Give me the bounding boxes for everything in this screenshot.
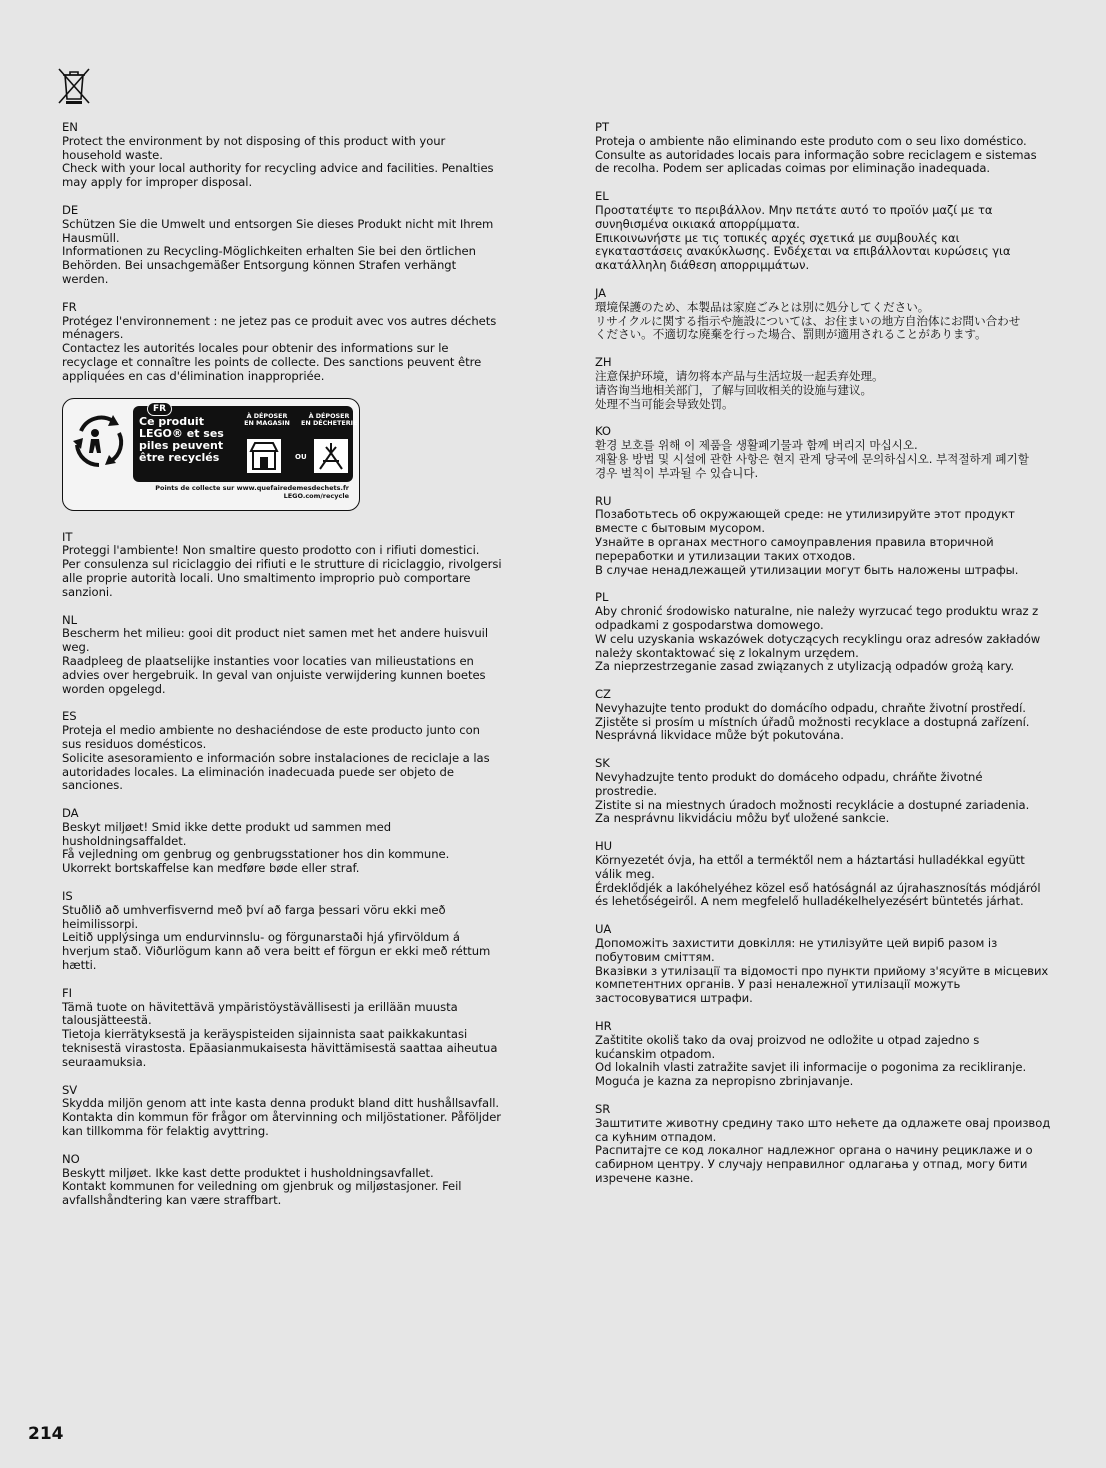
disposal-text-line: husholdningsaffaldet. (62, 833, 187, 848)
disposal-text-line: Check with your local authority for recycling advice and facilities. Penalties (62, 161, 494, 176)
disposal-text-line: kućanskim otpadom. (595, 1046, 716, 1061)
language-code: KO (595, 424, 611, 439)
disposal-text-line: Beskyt miljøet! Smid ikke dette produkt ud sammen med (62, 819, 392, 834)
disposal-text-line: Környezetét óvja, ha ettől a terméktől nem a háztartási hulladékkal együtt (595, 853, 1025, 868)
disposal-text-line: Допоможіть захистити довкілля: не утилізуйте цей виріб разом із (595, 936, 998, 951)
disposal-text-line: Hausmüll. (62, 230, 120, 245)
triman-recycle-icon (69, 411, 129, 471)
recyclable-statement-line: être recyclés (139, 450, 220, 464)
disposal-text-line: appliquées en cas d'élimination inappropriée. (62, 368, 325, 383)
disposal-text-line: 경우 벌칙이 부과될 수 있습니다. (595, 465, 759, 480)
language-code: ZH (595, 355, 612, 370)
recyclable-statement-line: Ce produit (139, 414, 204, 428)
drop-in-store-label (239, 413, 295, 428)
disposal-text-line: worden opgelegd. (62, 681, 166, 696)
language-code: HR (595, 1019, 612, 1034)
language-block-cz (595, 688, 1065, 743)
language-code: DA (62, 806, 79, 821)
disposal-text-line: Contactez les autorités locales pour obtenir des informations sur le (62, 341, 449, 356)
disposal-text-line: Позаботьтесь об окружающей среде: не утилизируйте этот продукт (595, 507, 1015, 522)
disposal-text-line: Consulte as autoridades locais para informação sobre reciclagem e sistemas (595, 147, 1037, 162)
language-code: PT (595, 120, 609, 134)
collection-points-line: Points de collecte sur www.quefairedemesdechets.fr (155, 483, 349, 492)
language-code: SR (595, 1102, 611, 1117)
disposal-text-line: Solicite asesoramiento e información sobre instalaciones de reciclaje a las (62, 750, 490, 765)
language-block-pt (595, 121, 1065, 176)
disposal-text-line: Informationen zu Recycling-Möglichkeiten erhalten Sie bei den örtlichen (62, 244, 476, 259)
disposal-text-line: és lehetőségeiről. A nem megfelelő hulladékelhelyezésért büntetés járhat. (595, 894, 1024, 909)
language-code: IT (62, 529, 73, 544)
language-block-pl (595, 591, 1065, 674)
language-block-sv (62, 1084, 532, 1139)
language-block-no (62, 1153, 532, 1208)
disposal-text-line: Προστατέψτε το περιβάλλον. Μην πετάτε αυτό το προϊόν μαζί με τα (595, 202, 993, 217)
disposal-text-line: Kontakt kommunen for veiledning om gjenbruk og miljøstasjoner. Feil (62, 1179, 462, 1194)
disposal-text-line: В случае ненадлежащей утилизации могут быть наложены штрафы. (595, 562, 1019, 577)
language-code: CZ (595, 687, 611, 702)
language-block-hu (595, 840, 1065, 909)
disposal-text-line: Od lokalnih vlasti zatražite savjet ili informacije o pogonima za recikliranje. (595, 1060, 1027, 1075)
language-block-it (62, 531, 532, 600)
language-code: FI (62, 985, 72, 1000)
disposal-text-line: válik meg. (595, 866, 655, 881)
disposal-text-line: Leitið upplýsinga um endurvinnslu- og förgunarstaði hjá yfirvöldum á (62, 930, 460, 945)
disposal-text-line: household waste. (62, 147, 163, 162)
disposal-text-line: リサイクルに関する指示や施設については、お住まいの地方自治体にお問い合わせ (595, 313, 1021, 328)
language-block-da (62, 807, 532, 876)
disposal-text-line: seuraamuksia. (62, 1054, 147, 1069)
disposal-text-line: Zistite si na miestnych úradoch možnosti recyklácie a dostupné zariadenia. (595, 797, 1030, 812)
disposal-text-line: Nevyhadzujte tento produkt do domáceho odpadu, chráňte životné (595, 770, 983, 785)
disposal-text-line: należy skontaktować się z lokalnym urzędem. (595, 645, 859, 660)
disposal-text-line: sus residuos domésticos. (62, 736, 207, 751)
recyclable-statement (139, 416, 234, 464)
disposal-text-line: Per consulenza sul riciclaggio dei rifiuti e le strutture di riciclaggio, rivolgersi (62, 557, 502, 572)
disposal-text-line: Za nieprzestrzeganie zasad związanych z utylizacją odpadów grożą kary. (595, 659, 1014, 674)
disposal-text-line: hætti. (62, 958, 97, 973)
drop-at-center-label (301, 413, 357, 428)
language-block-hr (595, 1020, 1065, 1089)
language-block-is (62, 890, 532, 973)
language-code: SV (62, 1082, 78, 1097)
right-column (595, 121, 1065, 1200)
drop-at-center-line: EN DÉCHETERIE (301, 419, 358, 428)
disposal-text-line: 请咨询当地相关部门，了解与回收相关的设施与建议。 (595, 382, 873, 397)
disposal-text-line: Tietoja kierrätyksestä ja keräyspisteiden sijainnista saat paikkakuntasi (62, 1027, 468, 1042)
recyclable-statement-line: piles peuvent (139, 438, 224, 452)
disposal-text-line: переработки и утилизации таких отходов. (595, 548, 856, 563)
disposal-text-line: Få vejledning om genbrug og genbrugsstationer hos din kommune. (62, 847, 450, 862)
language-code: NO (62, 1151, 80, 1166)
language-code: HU (595, 839, 613, 854)
disposal-text-line: odpadkami z gospodarstwa domowego. (595, 617, 824, 632)
disposal-text-line: talousjätteestä. (62, 1013, 152, 1028)
drop-at-center-line: À DÉPOSER (308, 411, 350, 420)
recyclable-statement-line: LEGO® et ses (139, 426, 224, 440)
language-block-nl (62, 614, 532, 697)
disposal-text-line: Schützen Sie die Umwelt und entsorgen Sie dieses Produkt nicht mit Ihrem (62, 216, 494, 231)
disposal-text-line: recyclage et connaître les points de collecte. Des sanctions peuvent être (62, 354, 482, 369)
language-code: UA (595, 922, 612, 937)
disposal-text-line: hverjum stað. Viðurlögum kann að vera beitt ef förgun er ekki með réttum (62, 944, 491, 959)
disposal-text-line: 处理不当可能会导致处罚。 (595, 396, 734, 411)
triman-recycling-logo (62, 398, 360, 511)
disposal-text-line: Za nesprávnu likvidáciu môžu byť uložené sankcie. (595, 811, 890, 826)
disposal-text-line: Kontakta din kommun för frågor om återvinning och miljöstationer. Påföljder (62, 1110, 501, 1125)
disposal-text-line: Nevyhazujte tento produkt do domácího odpadu, chraňte životní prostředí. (595, 700, 1026, 715)
language-code: EN (62, 120, 78, 134)
disposal-text-line: вместе с бытовым мусором. (595, 521, 765, 536)
disposal-text-line: kan tillkomma för felaktig avyttring. (62, 1124, 269, 1139)
disposal-text-line: Skydda miljön genom att inte kasta denna produkt bland ditt hushållsavfall. (62, 1096, 500, 1111)
disposal-text-line: 注意保护环境，请勿将本产品与生活垃圾一起丢弃处理。 (595, 368, 884, 383)
disposal-text-line: Proteja el medio ambiente no deshaciéndose de este producto junto con (62, 723, 480, 738)
disposal-text-line: sanzioni. (62, 584, 113, 599)
or-label: OU (295, 452, 307, 461)
disposal-text-line: са кућним отпадом. (595, 1129, 717, 1144)
disposal-text-line: Proteja o ambiente não eliminando este produto com o seu lixo doméstico. (595, 133, 1027, 148)
disposal-text-line: сабирном центру. У случају неправилног одлагања у отпад, могу бити (595, 1157, 1028, 1172)
disposal-text-line: W celu uzyskania wskazówek dotyczących recyklingu oraz adresów zakładów (595, 631, 1041, 646)
disposal-text-line: изречене казне. (595, 1171, 694, 1185)
disposal-text-line: Proteggi l'ambiente! Non smaltire questo prodotto con i rifiuti domestici. (62, 543, 480, 558)
language-code: NL (62, 612, 78, 627)
disposal-text-line: Tämä tuote on hävitettävä ympäristöystävällisesti ja erillään muusta (62, 999, 458, 1014)
disposal-text-line: weg. (62, 640, 90, 655)
disposal-text-line: sanciones. (62, 778, 123, 793)
disposal-text-line: teknisestä virastosta. Epäasianmukaisesta hävittämisestä saattaa aiheutua (62, 1041, 498, 1056)
disposal-text-line: may apply for improper disposal. (62, 175, 253, 190)
disposal-text-line: werden. (62, 271, 109, 286)
disposal-text-line: alle proprie autorità locali. Uno smaltimento improprio può comportare (62, 570, 471, 585)
language-block-es (62, 710, 532, 793)
country-badge: FR (147, 402, 172, 416)
disposal-text-line: 재활용 방법 및 시설에 관한 사항은 현지 관계 당국에 문의하십시오. 부적절하게 폐기할 (595, 451, 1029, 466)
disposal-text-line: компетентних органів. У разі неналежної утилізації можуть (595, 977, 961, 992)
disposal-text-line: застосовуватися штрафи. (595, 991, 753, 1006)
disposal-text-line: побутовим сміттям. (595, 949, 715, 964)
disposal-text-line: Protégez l'environnement : ne jetez pas ce produit avec vos autres déchets (62, 313, 497, 328)
disposal-text-line: Érdeklődjék a lakóhelyéhez közel eső hatóságnál az újrahasznosítás módjáról (595, 880, 1041, 895)
disposal-text-line: prostredie. (595, 783, 658, 798)
disposal-text-line: Stuðlið að umhverfisvernd með því að farga þessari vöru ekki með (62, 902, 446, 917)
disposal-text-line: Zjistěte si prosím u místních úřadů možnosti recyklace a dostupná zařízení. (595, 714, 1030, 729)
page-number: 214 (28, 1424, 64, 1444)
language-code: DE (62, 202, 79, 217)
language-code: ES (62, 709, 77, 724)
language-block-fr (62, 301, 532, 384)
disposal-text-line: Nesprávná likvidace může být pokutována. (595, 728, 844, 743)
language-block-el (595, 190, 1065, 273)
language-code: RU (595, 493, 612, 508)
disposal-text-line: Moguća je kazna za nepropisno zbrinjavanje. (595, 1074, 854, 1089)
disposal-text-line: Protect the environment by not disposing of this product with your (62, 133, 446, 148)
disposal-text-line: autoridades locales. La eliminación inadecuada puede ser objeto de (62, 764, 454, 779)
disposal-text-line: Узнайте в органах местного самоуправления правила вторичной (595, 534, 994, 549)
language-code: JA (595, 285, 607, 300)
disposal-text-line: Zaštitite okoliš tako da ovaj proizvod ne odložite u otpad zajedno s (595, 1032, 980, 1047)
disposal-text-line: advies over hergebruik. In geval van onjuiste verwijdering kunnen boetes (62, 667, 486, 682)
disposal-text-line: ακατάλληλη διάθεση απορριμμάτων. (595, 258, 810, 273)
language-block-zh (595, 356, 1065, 411)
disposal-text-line: Заштитите животну средину тако што нећете да одлажете овај производ (595, 1115, 1051, 1130)
disposal-text-line: Raadpleeg de plaatselijke instanties voor locaties van milieustations en (62, 653, 474, 668)
disposal-text-line: Beskytt miljøet. Ikke kast dette produktet i husholdningsavfallet. (62, 1165, 434, 1180)
language-code: PL (595, 590, 609, 605)
recycling-center-icon (314, 439, 348, 473)
drop-in-store-line: EN MAGASIN (244, 419, 290, 428)
disposal-text-line: de recolha. Podem ser aplicadas coimas por eliminação inadequada. (595, 161, 991, 176)
language-code: FR (62, 299, 77, 314)
disposal-text-line: Распитајте се код локалног надлежног органа о начину рециклаже и о (595, 1143, 1033, 1158)
disposal-text-line: Επικοινωνήστε με τις τοπικές αρχές σχετικά με συμβουλές και (595, 230, 960, 245)
language-block-ru (595, 495, 1065, 578)
disposal-text-line: Behörden. Bei unsachgemäßer Entsorgung können Strafen verhängt (62, 258, 457, 273)
language-block-sk (595, 757, 1065, 826)
left-column (62, 121, 532, 1222)
collection-points-line: LEGO.com/recycle (283, 492, 349, 501)
disposal-text-line: συνηθισμένα οικιακά απορρίμματα. (595, 216, 800, 231)
disposal-text-line: Вказівки з утилізації та відомості про пункти прийому з'ясуйте в місцевих (595, 963, 1049, 978)
disposal-text-line: εγκαταστάσεις ανακύκλωσης. Ενδέχεται να επιβάλλονται κυρώσεις για (595, 244, 1011, 259)
language-code: EL (595, 189, 609, 204)
disposal-text-line: heimilissorpi. (62, 916, 139, 931)
disposal-text-line: 환경 보호를 위해 이 제품을 생활폐기물과 함께 버리지 마십시오. (595, 438, 918, 453)
disposal-text-line: 環境保護のため、本製品は家庭ごみとは別に処分してください。 (595, 299, 930, 314)
disposal-text-line: Ukorrekt bortskaffelse kan medføre bøde eller straf. (62, 861, 360, 876)
store-icon (247, 439, 281, 473)
language-block-de (62, 204, 532, 287)
drop-in-store-line: À DÉPOSER (246, 411, 288, 420)
disposal-text-line: Bescherm het milieu: gooi dit product niet samen met het andere huisvuil (62, 626, 488, 641)
disposal-text-line: ください。不適切な廃棄を行った場合、罰則が適用されることがあります。 (595, 327, 987, 342)
language-block-ja (595, 287, 1065, 342)
collection-points-info (155, 484, 349, 501)
language-block-ko (595, 425, 1065, 480)
language-block-ua (595, 923, 1065, 1006)
crossed-out-bin-icon (56, 67, 92, 105)
language-code: IS (62, 889, 73, 904)
disposal-text-line: ménagers. (62, 327, 124, 342)
language-block-fi (62, 987, 532, 1070)
disposal-text-line: Aby chronić środowisko naturalne, nie należy wyrzucać tego produktu wraz z (595, 604, 1039, 619)
disposal-text-line: avfallshåndtering kan være straffbart. (62, 1193, 282, 1208)
language-code: SK (595, 756, 610, 771)
language-block-sr (595, 1103, 1065, 1186)
language-block-en (62, 121, 532, 190)
